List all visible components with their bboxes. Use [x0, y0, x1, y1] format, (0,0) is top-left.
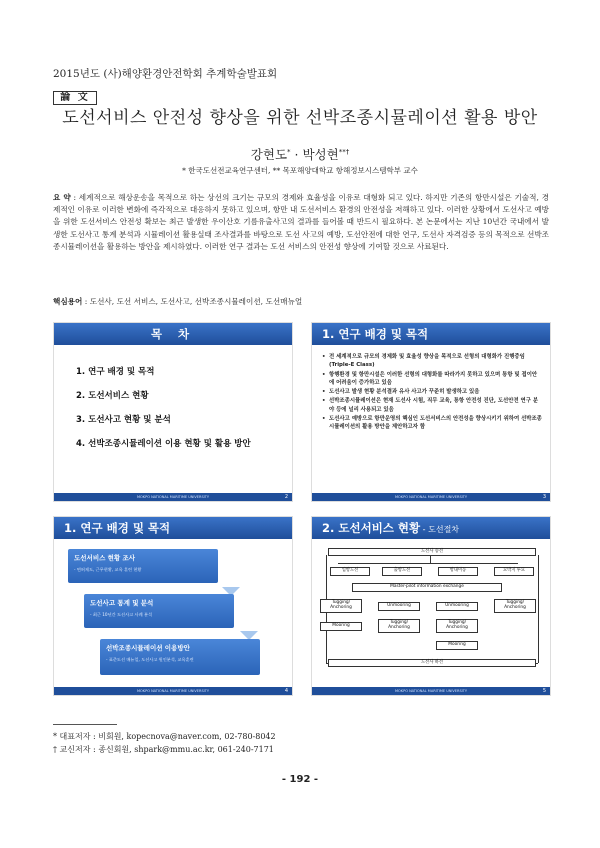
connector-line — [430, 555, 431, 563]
slide-title — [312, 517, 550, 539]
author-1: 강현도 — [250, 147, 288, 162]
authors — [0, 145, 600, 163]
flow-info-exchange: Master-pilot information exchange — [352, 583, 502, 592]
author-1-mark: * — [287, 147, 291, 156]
bullet-item: • 전 세계적으로 규모의 경제화 및 효율성 향상을 목적으로 선형의 대형화가 진행중임 (Triple-E Class) — [322, 353, 542, 370]
bullet-list — [312, 345, 550, 432]
slide-university: MOKPO NATIONAL MARITIME UNIVERSITY — [137, 495, 209, 499]
slide-footer — [54, 687, 292, 695]
slide-page: 3 — [542, 494, 546, 500]
keywords-label: 핵심용어 — [53, 297, 83, 306]
flow-start: 도선사 승선 — [328, 548, 536, 556]
toc-list — [54, 345, 292, 449]
flow-step: Unmooring — [436, 602, 478, 611]
flow-step: Mooring — [320, 622, 362, 631]
abstract — [53, 192, 549, 253]
flow-step: Mooring — [436, 641, 478, 650]
flow-box-2 — [84, 594, 234, 628]
flow-box-title: 도선사고 통계 및 분석 — [90, 599, 154, 607]
keywords — [53, 296, 549, 307]
flow-step: Tugging/ Anchoring — [320, 599, 362, 613]
flow-box-sub: - 표준도선 매뉴얼, 도선사고 원인분석, 교육훈련 — [106, 657, 194, 662]
toc-item: 3. 도선사고 현황 및 분석 — [76, 415, 171, 425]
flow-step: Tugging/ Anchoring — [436, 619, 478, 633]
toc-item: 2. 도선서비스 현황 — [76, 391, 149, 401]
author-separator: · — [290, 147, 303, 162]
conference-name: 2015년도 (사)해양환경안전학회 추계학술발표회 — [53, 68, 278, 80]
footnote-representative: * 대표저자 : 비회원, kopecnova@naver.com, 02-780-8042 — [53, 732, 276, 741]
author-2-mark: **† — [338, 147, 350, 156]
slide-footer — [312, 493, 550, 501]
flow-end: 도선사 하선 — [328, 659, 536, 667]
slide-research-flow — [53, 516, 293, 696]
slide-subtitle: - 도선절차 — [420, 525, 460, 534]
slide-pilotage-procedure — [311, 516, 551, 696]
flow-box-title: 도선서비스 현황 조사 — [74, 554, 136, 562]
bullet-item: • 항행환경 및 항만시설은 이러한 선형의 대형화를 따라가지 못하고 있으며 통항 및 접이안에 어려움이 증가하고 있음 — [322, 371, 542, 388]
keywords-text: : 도선사, 도선 서비스, 도선사고, 선박조종시뮬레이션, 도선매뉴얼 — [82, 297, 303, 306]
bullet-item: • 도선사고 발생 현황 분석결과 유사 사고가 꾸준히 발생하고 있음 — [322, 388, 542, 396]
slide-title-main: 2. 도선서비스 현황 — [322, 521, 421, 535]
slide-footer — [54, 493, 292, 501]
slide-title: 목 차 — [54, 323, 292, 345]
slide-toc — [53, 322, 293, 502]
footnote-corresponding: † 교신저자 : 종신회원, shpark@mmu.ac.kr, 061-240-7171 — [53, 744, 274, 754]
footnotes — [53, 731, 276, 756]
connector-line — [538, 555, 539, 663]
paper-type-label: 論 文 — [53, 91, 97, 105]
bullet-item: • 도선사고 예방으로 항만운영의 핵심인 도선서비스의 안전성을 향상시키기 위하여 선박조종시뮬레이션의 활용 방안을 제안하고자 함 — [322, 415, 542, 432]
slide-background — [311, 322, 551, 502]
footnote-divider — [53, 724, 117, 725]
flow-stage: 출항도선 — [382, 567, 422, 576]
abstract-label: 요 약 — [53, 193, 71, 202]
flow-box-1 — [68, 549, 218, 583]
flow-step: Tugging/ Anchoring — [494, 599, 536, 613]
bullet-item: • 선박조종시뮬레이션은 현재 도선사 시험, 직무 교육, 통항 안전성 진단, 도선안전 연구 분야 등에 널리 사용되고 있음 — [322, 397, 542, 414]
toc-item: 4. 선박조종시뮬레이션 이용 현황 및 활용 방안 — [76, 439, 251, 449]
slide-title: 1. 연구 배경 및 목적 — [54, 517, 292, 539]
flow-stage: 항내이동 — [438, 567, 478, 576]
paper-title: 도선서비스 안전성 향상을 위한 선박조종시뮬레이션 활용 방안 — [62, 108, 538, 128]
slide-university: MOKPO NATIONAL MARITIME UNIVERSITY — [395, 689, 467, 693]
flow-box-sub: - 면허제도, 근무현황, 교육 훈련 현황 — [74, 567, 142, 572]
abstract-text: : 세계적으로 해상운송을 목적으로 하는 상선의 크기는 규모의 경제와 효율성을 이유로 대형화 되고 있다. 하지만 기존의 항만시설은 기술적, 경제적인 이유로 이러한 변화에 즉각적으로 대응하지 못하고 있으며, 항만 내 도선서비스 환경의 안전성을 저해하고 있다. 이러한 상황에서 도선사고 예방을 위한 도선서비스 안전성 확보는 최근 발생한 우이산호 기름유출사고의 결과를 들어볼 때 반드시 필요하다. 본 논문에서는 지난 10년간 국내에서 발생한 도선사고 통계 분석과 시뮬레이션 활용실태 조사결과를 바탕으로 도선 사고의 예방, 도선안전에 대한 연구, 도선사 자격검증 등의 목적으로 선박조종시뮬레이션을 활용하는 방안을 제시하였다. 이러한 연구 결과는 도선 서비스의 안전성 향상에 기여할 것으로 사료된다. — [53, 193, 549, 251]
flow-stage: 묘박지 투묘 — [494, 567, 534, 576]
slide-university: MOKPO NATIONAL MARITIME UNIVERSITY — [395, 495, 467, 499]
slide-university: MOKPO NATIONAL MARITIME UNIVERSITY — [137, 689, 209, 693]
flow-step: Unmooring — [378, 602, 420, 611]
slide-title: 1. 연구 배경 및 목적 — [312, 323, 550, 345]
author-2: 박성현 — [302, 147, 339, 162]
slide-page: 5 — [542, 688, 546, 694]
connector-line — [338, 563, 518, 564]
flow-stage: 입항도선 — [330, 567, 370, 576]
affiliation: * 한국도선전교육연구센터, ** 목포해양대학교 항해정보시스템학부 교수 — [182, 166, 418, 175]
flow-box-3 — [100, 639, 260, 675]
toc-item: 1. 연구 배경 및 목적 — [76, 367, 155, 377]
flow-box-title: 선박조종시뮬레이션 이용방안 — [106, 644, 190, 652]
slide-page: 2 — [284, 494, 288, 500]
flow-step: Tugging/ Anchoring — [378, 619, 420, 633]
slide-page: 4 — [284, 688, 288, 694]
flow-box-sub: - 최근 10년간 도선사고 사례 분석 — [90, 612, 153, 617]
page-number: - 192 - — [281, 774, 319, 785]
slide-footer — [312, 687, 550, 695]
